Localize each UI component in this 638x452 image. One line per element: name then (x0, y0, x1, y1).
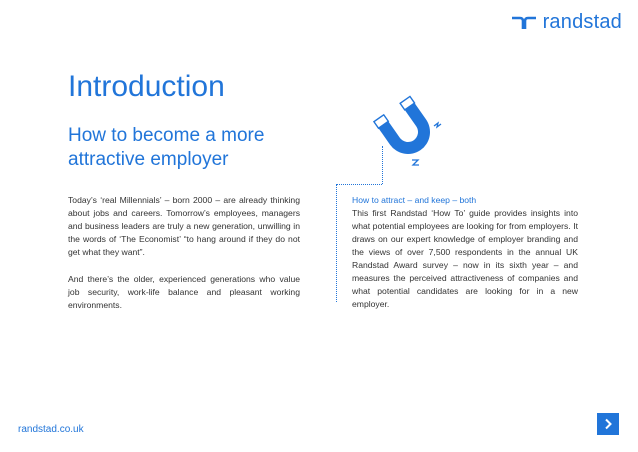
connector-line (336, 184, 382, 185)
intro-paragraph: Today’s ‘real Millennials’ – born 2000 – are already thinking about jobs and careers. Tomorrow’s employees, managers and business leaders are truly a new generation, unwilling in the words of ‘The Economist’ “to hang around if they do not get what they want”. (68, 195, 300, 257)
intro-paragraph: And there’s the older, experienced generations who value job security, work-life balance and pleasant working environments. (68, 274, 300, 310)
website-link[interactable]: randstad.co.uk (18, 424, 84, 435)
brand-name: randstad (542, 11, 622, 33)
page-subtitle: How to become a more attractive employer (68, 125, 265, 170)
section-heading: How to attract – and keep – both (352, 195, 477, 205)
connector-line (382, 146, 383, 184)
next-page-button[interactable] (597, 413, 619, 435)
brand-logo[interactable] (511, 10, 622, 34)
chevron-right-icon (602, 418, 614, 430)
magnet-icon (368, 92, 448, 177)
guide-text (352, 194, 578, 311)
section-body: This first Randstad ‘How To’ guide provides insights into what potential employees are looking for from employers. It draws on our expert knowledge of employer branding and the views of over 7,500 respondents in the annual UK Randstad Award survey – now in its sixth year – and measures the perceived attractiveness of companies and what potential candidates are looking for in a new employer. (352, 208, 578, 309)
randstad-logo-icon (511, 14, 537, 30)
page-title: Introduction (68, 70, 225, 103)
column-divider (336, 184, 337, 302)
intro-text (68, 194, 300, 326)
